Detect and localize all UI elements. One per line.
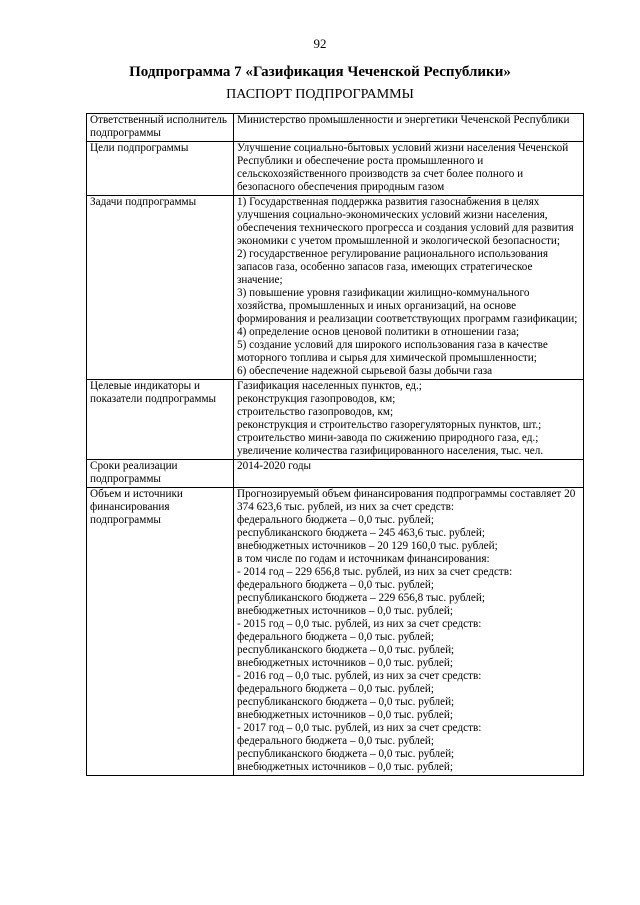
value-line: - 2015 год – 0,0 тыс. рублей, из них за счет средств: xyxy=(237,618,482,630)
page-number: 92 xyxy=(313,36,327,51)
value-line: увеличение количества газифицированного населения, тыс. чел. xyxy=(237,445,544,457)
row-label: Сроки реализации подпрограммы xyxy=(87,460,234,488)
passport-table xyxy=(86,113,584,776)
value-line: 6) обеспечение надежной сырьевой базы добычи газа xyxy=(237,365,493,377)
value-line: - 2014 год – 229 656,8 тыс. рублей, из них за счет средств: xyxy=(237,566,513,578)
value-line: федерального бюджета – 0,0 тыс. рублей; xyxy=(237,631,434,643)
row-value xyxy=(234,488,584,776)
row-label: Задачи подпрограммы xyxy=(87,196,234,380)
value-line: внебюджетных источников – 0,0 тыс. рублей; xyxy=(237,761,453,773)
row-label: Цели подпрограммы xyxy=(87,142,234,196)
row-value xyxy=(234,114,584,142)
value-line: 4) определение основ ценовой политики в отношении газа; xyxy=(237,326,520,338)
value-line: 5) создание условий для широкого использования газа в качестве моторного топлива и сырья для химической промышленности; xyxy=(237,339,548,364)
passport-heading: ПАСПОРТ ПОДПРОГРАММЫ xyxy=(226,87,414,102)
value-line: Газификация населенных пунктов, ед.; xyxy=(237,380,422,392)
value-line: 1) Государственная поддержка развития газоснабжения в целях улучшения социально-экономических условий жизни населения, обеспечения технического прогресса и создания условий для развития экономики с учетом промышленной и экологической безопасности; xyxy=(237,196,574,247)
passport-row xyxy=(87,114,584,142)
value-line: республиканского бюджета – 0,0 тыс. рублей; xyxy=(237,748,455,760)
passport-row xyxy=(87,488,584,776)
row-label: Целевые индикаторы и показатели подпрограммы xyxy=(87,380,234,460)
value-line: Прогнозируемый объем финансирования подпрограммы составляет 20 374 623,6 тыс. рублей, из них за счет средств: xyxy=(237,488,576,513)
value-line: федерального бюджета – 0,0 тыс. рублей; xyxy=(237,735,434,747)
value-line: 3) повышение уровня газификации жилищно-коммунального хозяйства, промышленных и иных организаций, на основе формирования и реализации соответствующих программ газификации; xyxy=(237,287,578,325)
row-value xyxy=(234,142,584,196)
value-line: республиканского бюджета – 229 656,8 тыс. рублей; xyxy=(237,592,485,604)
subprogram-title: Подпрограмма 7 «Газификация Чеченской Республики» xyxy=(129,64,511,80)
value-line: в том числе по годам и источникам финансирования: xyxy=(237,553,490,565)
passport-row xyxy=(87,142,584,196)
passport-row xyxy=(87,380,584,460)
value-line: республиканского бюджета – 0,0 тыс. рублей; xyxy=(237,644,455,656)
value-line: 2) государственное регулирование рационального использования запасов газа, особенно запасов газа, имеющих стратегическое значение; xyxy=(237,248,548,286)
passport-row xyxy=(87,460,584,488)
value-line: внебюджетных источников – 0,0 тыс. рублей; xyxy=(237,605,453,617)
value-line: внебюджетных источников – 0,0 тыс. рублей; xyxy=(237,657,453,669)
value-line: строительство мини-завода по сжижению природного газа, ед.; xyxy=(237,432,539,444)
row-value xyxy=(234,460,584,488)
row-label: Ответственный исполнитель подпрограммы xyxy=(87,114,234,142)
value-line: федерального бюджета – 0,0 тыс. рублей; xyxy=(237,579,434,591)
value-line: республиканского бюджета – 0,0 тыс. рублей; xyxy=(237,696,455,708)
value-line: реконструкция газопроводов, км; xyxy=(237,393,396,405)
value-line: 2014-2020 годы xyxy=(237,460,312,472)
value-line: строительство газопроводов, км; xyxy=(237,406,394,418)
value-line: республиканского бюджета – 245 463,6 тыс. рублей; xyxy=(237,527,485,539)
value-line: Улучшение социально-бытовых условий жизни населения Чеченской Республики и обеспечение роста промышленного и сельскохозяйственного производств за счет более полного и безопасного обеспечения природным газом xyxy=(237,142,569,193)
value-line: - 2016 год – 0,0 тыс. рублей, из них за счет средств: xyxy=(237,670,482,682)
value-line: федерального бюджета – 0,0 тыс. рублей; xyxy=(237,683,434,695)
value-line: реконструкция и строительство газорегуляторных пунктов, шт.; xyxy=(237,419,542,431)
value-line: внебюджетных источников – 0,0 тыс. рублей; xyxy=(237,709,453,721)
value-line: внебюджетных источников – 20 129 160,0 тыс. рублей; xyxy=(237,540,498,552)
value-line: Министерство промышленности и энергетики Чеченской Республики xyxy=(237,114,570,126)
value-line: федерального бюджета – 0,0 тыс. рублей; xyxy=(237,514,434,526)
row-value xyxy=(234,380,584,460)
value-line: - 2017 год – 0,0 тыс. рублей, из них за счет средств: xyxy=(237,722,482,734)
row-label: Объем и источники финансирования подпрограммы xyxy=(87,488,234,776)
row-value xyxy=(234,196,584,380)
passport-row xyxy=(87,196,584,380)
